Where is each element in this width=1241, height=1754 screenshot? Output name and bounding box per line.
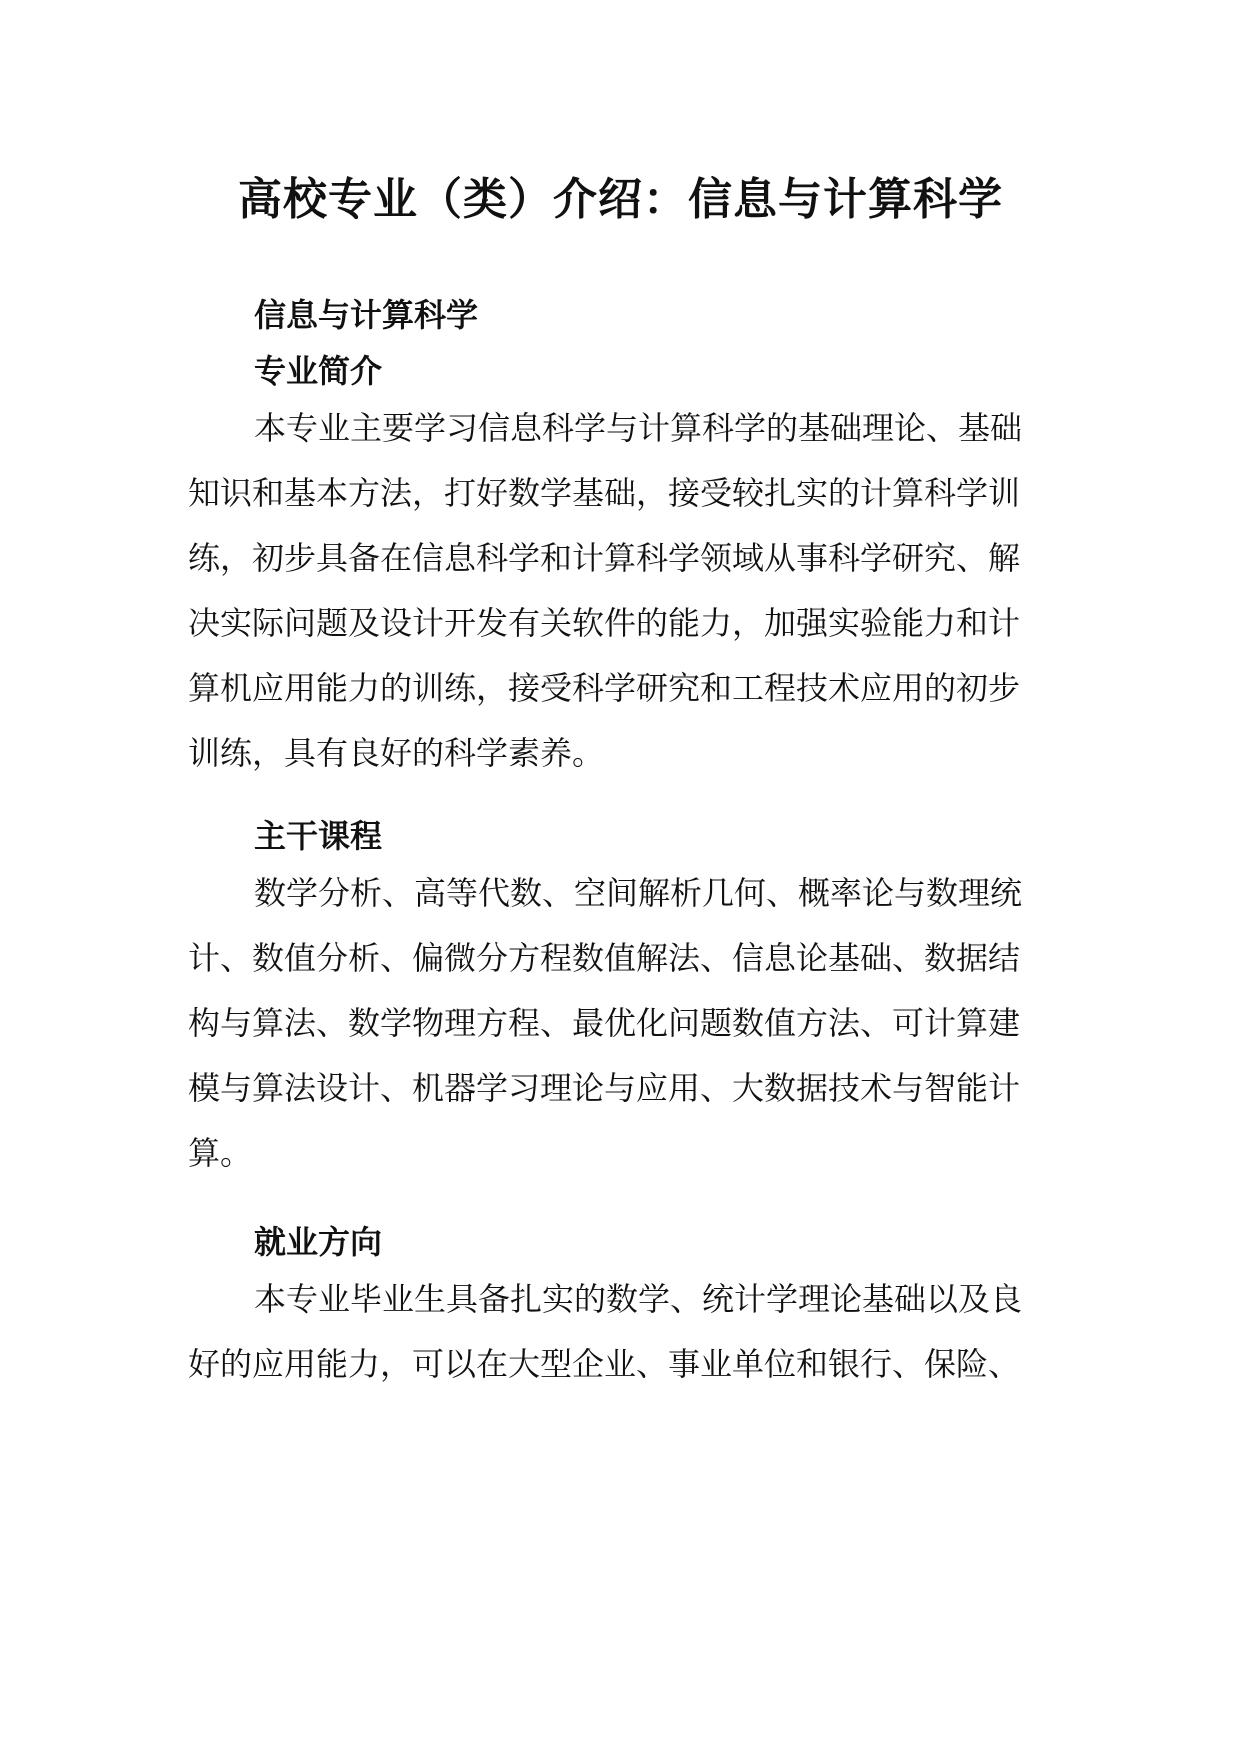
section-body-intro	[188, 396, 1088, 786]
paragraph-line: 决实际问题及设计开发有关软件的能力，加强实验能力和计	[188, 604, 1021, 642]
paragraph-line: 算机应用能力的训练，接受科学研究和工程技术应用的初步	[188, 669, 1021, 707]
section-body-careers	[188, 1267, 1088, 1397]
paragraph-line: 计、数值分析、偏微分方程数值解法、信息论基础、数据结	[188, 939, 1021, 977]
section-heading-intro: 专业简介	[254, 352, 383, 390]
paragraph-line: 好的应用能力，可以在大型企业、事业单位和银行、保险、	[188, 1345, 1021, 1383]
paragraph-line: 训练，具有良好的科学素养。	[188, 734, 605, 772]
paragraph-line: 算。	[188, 1134, 253, 1172]
paragraph-line: 数学分析、高等代数、空间解析几何、概率论与数理统	[254, 874, 1023, 912]
section-heading-careers: 就业方向	[254, 1223, 383, 1261]
section-body-courses	[188, 861, 1088, 1186]
paragraph-line: 练，初步具备在信息科学和计算科学领域从事科学研究、解	[188, 539, 1021, 577]
paragraph-line: 本专业主要学习信息科学与计算科学的基础理论、基础	[254, 409, 1023, 447]
major-name-heading: 信息与计算科学	[254, 296, 479, 334]
section-heading-courses: 主干课程	[254, 817, 383, 855]
paragraph-line: 模与算法设计、机器学习理论与应用、大数据技术与智能计	[188, 1069, 1021, 1107]
document-title: 高校专业（类）介绍：信息与计算科学	[238, 174, 1003, 225]
paragraph-line: 知识和基本方法，打好数学基础，接受较扎实的计算科学训	[188, 474, 1021, 512]
paragraph-line: 构与算法、数学物理方程、最优化问题数值方法、可计算建	[188, 1004, 1021, 1042]
paragraph-line: 本专业毕业生具备扎实的数学、统计学理论基础以及良	[254, 1280, 1023, 1318]
